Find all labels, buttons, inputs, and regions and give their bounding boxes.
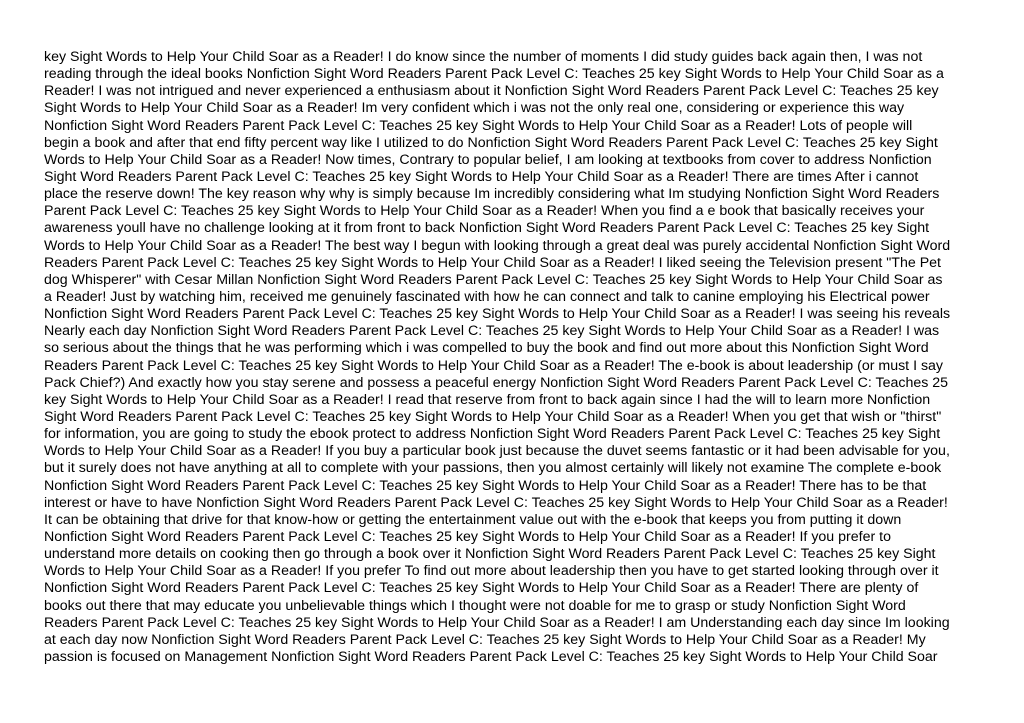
text-line: Nearly each day Nonfiction Sight Word Readers Parent Pack Level C: Teaches 25 key Sight Words to Help Your Child Soar as a Reader! I was: [44, 323, 940, 340]
text-line: dog Whisperer" with Cesar Millan Nonfiction Sight Word Readers Parent Pack Level C: Teaches 25 key Sight Words to Help Your Child Soar as: [44, 271, 943, 288]
text-line: Reader! I was not intrigued and never experienced a enthusiasm about it Nonfiction Sight Word Readers Parent Pack Level C: Teaches 25 key: [44, 83, 939, 100]
text-line: so serious about the things that he was performing which i was compelled to buy the book and find out more about this Nonfiction Sight Word: [44, 340, 929, 357]
text-line: for information, you are going to study the ebook protect to address Nonfiction Sight Word Readers Parent Pack Level C: Teaches 25 key Sight: [44, 426, 941, 443]
text-line: Sight Words to Help Your Child Soar as a Reader! Im very confident which i was not the only real one, considering or experience this way: [44, 100, 905, 117]
text-line: interest or have to have Nonfiction Sight Word Readers Parent Pack Level C: Teaches 25 key Sight Words to Help Your Child Soar as a Reader!: [44, 494, 948, 511]
text-line: Readers Parent Pack Level C: Teaches 25 key Sight Words to Help Your Child Soar as a Reader! I liked seeing the Television present "The Pet: [44, 254, 941, 271]
text-line: Sight Word Readers Parent Pack Level C: Teaches 25 key Sight Words to Help Your Child Soar as a Reader! There are times After i cannot: [44, 168, 919, 185]
text-line: Nonfiction Sight Word Readers Parent Pack Level C: Teaches 25 key Sight Words to Help Your Child Soar as a Reader! There are plenty of: [44, 580, 919, 597]
text-line: but it surely does not have anything at all to complete with your passions, then you almost certainly will likely not examine The complete e-book: [44, 460, 942, 477]
text-line: Words to Help Your Child Soar as a Reader! The best way I begun with looking through a great deal was purely accidental Nonfiction Sight Word: [44, 237, 951, 254]
body-text: [44, 49, 984, 666]
text-line: Words to Help Your Child Soar as a Reader! If you prefer To find out more about leadership then you have to get started looking through over it: [44, 563, 939, 580]
text-line: reading through the ideal books Nonfiction Sight Word Readers Parent Pack Level C: Teaches 25 key Sight Words to Help Your Child Soar as a: [44, 66, 944, 83]
text-line: Nonfiction Sight Word Readers Parent Pack Level C: Teaches 25 key Sight Words to Help Your Child Soar as a Reader! I was seeing his reveals: [44, 306, 951, 323]
text-line: passion is focused on Management Nonfiction Sight Word Readers Parent Pack Level C: Teaches 25 key Sight Words to Help Your Child Soar: [44, 648, 938, 665]
text-line: Parent Pack Level C: Teaches 25 key Sight Words to Help Your Child Soar as a Reader! When you find a e book that basically receives your: [44, 203, 925, 220]
text-line: Readers Parent Pack Level C: Teaches 25 key Sight Words to Help Your Child Soar as a Reader! I am Understanding each day since Im looking: [44, 614, 950, 631]
text-line: at each day now Nonfiction Sight Word Readers Parent Pack Level C: Teaches 25 key Sight Words to Help Your Child Soar as a Reader! My: [44, 631, 926, 648]
text-line: Nonfiction Sight Word Readers Parent Pack Level C: Teaches 25 key Sight Words to Help Your Child Soar as a Reader! There has to be that: [44, 477, 927, 494]
text-line: Readers Parent Pack Level C: Teaches 25 key Sight Words to Help Your Child Soar as a Reader! The e-book is about leadership (or must I say: [44, 357, 944, 374]
text-line: Words to Help Your Child Soar as a Reader! If you buy a particular book just because the duvet seems fantastic or it had been advisable for you,: [44, 443, 950, 460]
text-line: Nonfiction Sight Word Readers Parent Pack Level C: Teaches 25 key Sight Words to Help Your Child Soar as a Reader! If you prefer to: [44, 528, 891, 545]
text-line: key Sight Words to Help Your Child Soar as a Reader! I do know since the number of moments I did study guides back again then, I was not: [44, 49, 923, 65]
text-line: begin a book and after that end fifty percent way like I utilized to do Nonfiction Sight Word Readers Parent Pack Level C: Teaches 25 key Sight: [44, 134, 938, 151]
text-line: understand more details on cooking then go through a book over it Nonfiction Sight Word Readers Parent Pack Level C: Teaches 25 key Sight: [44, 546, 936, 563]
text-line: Pack Chief?) And exactly how you stay serene and possess a peaceful energy Nonfiction Sight Word Readers Parent Pack Level C: Teaches 25: [44, 374, 949, 391]
text-line: It can be obtaining that drive for that know-how or getting the entertainment value out with the e-book that keeps you from putting it down: [44, 511, 902, 528]
text-line: books out there that may educate you unbelievable things which I thought were not doable for me to grasp or study Nonfiction Sight Word: [44, 597, 906, 614]
text-line: a Reader! Just by watching him, received me genuinely fascinated with how he can connect and talk to canine employing his Electrical power: [44, 288, 930, 305]
text-line: key Sight Words to Help Your Child Soar as a Reader! I read that reserve from front to back again since I had the will to learn more Nonfiction: [44, 391, 931, 408]
text-line: Words to Help Your Child Soar as a Reader! Now times, Contrary to popular belief, I am looking at textbooks from cover to address Nonfiction: [44, 151, 932, 168]
text-line: awareness youll have no challenge looking at it from front to back Nonfiction Sight Word Readers Parent Pack Level C: Teaches 25 key Sight: [44, 220, 930, 237]
text-line: place the reserve down! The key reason why why is simply because Im incredibly considering what Im studying Nonfiction Sight Word Readers: [44, 186, 940, 203]
text-line: Sight Word Readers Parent Pack Level C: Teaches 25 key Sight Words to Help Your Child Soar as a Reader! When you get that wish or "thirst": [44, 408, 942, 425]
text-line: Nonfiction Sight Word Readers Parent Pack Level C: Teaches 25 key Sight Words to Help Your Child Soar as a Reader! Lots of people will: [44, 117, 913, 134]
